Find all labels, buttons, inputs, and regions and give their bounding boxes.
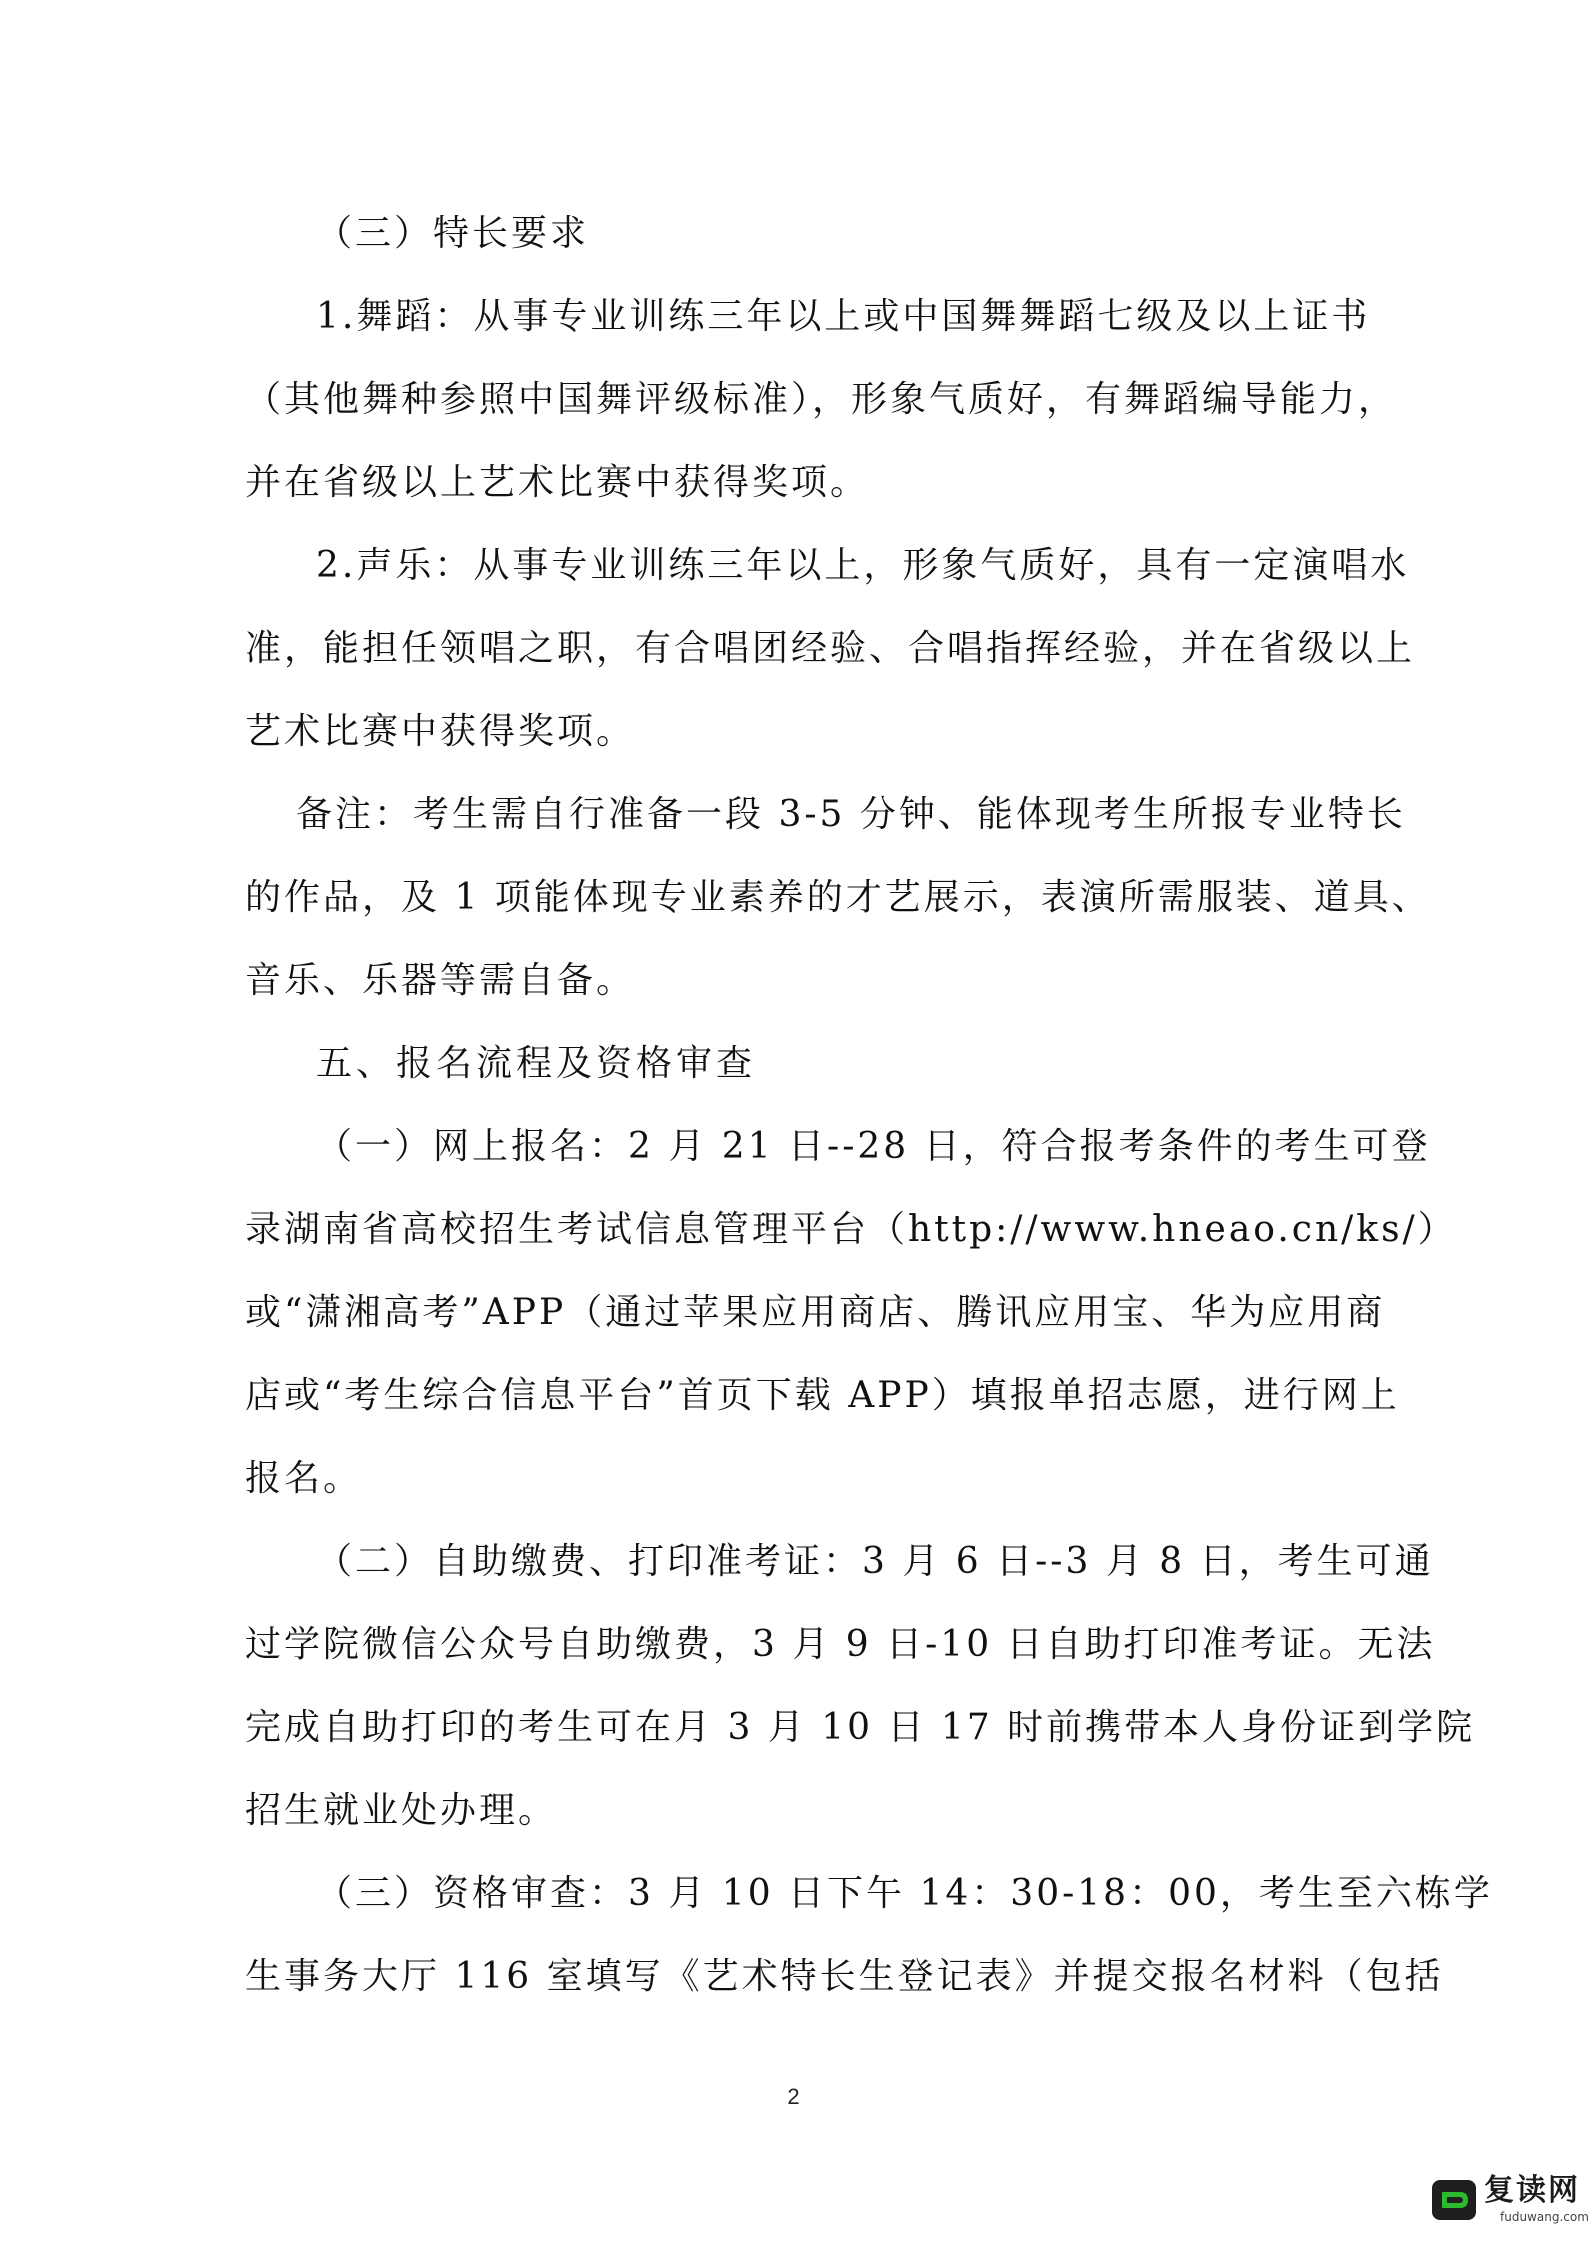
paragraph-line: 准，能担任领唱之职，有合唱团经验、合唱指挥经验，并在省级以上 xyxy=(245,628,1416,669)
paragraph-line: 生事务大厅 116 室填写《艺术特长生登记表》并提交报名材料（包括 xyxy=(245,1956,1444,1997)
paragraph-line: 过学院微信公众号自助缴费，3 月 9 日-10 日自助打印准考证。无法 xyxy=(245,1624,1436,1665)
watermark xyxy=(1430,2170,1589,2236)
paragraph-line: （二）自助缴费、打印准考证：3 月 6 日--3 月 8 日，考生可通 xyxy=(316,1541,1434,1582)
watermark-name: 复读网 xyxy=(1484,2173,1580,2208)
paragraph-line: （一）网上报名：2 月 21 日--28 日，符合报考条件的考生可登 xyxy=(316,1126,1431,1167)
paragraph-line: 报名。 xyxy=(245,1458,363,1499)
paragraph-line: 2.声乐：从事专业训练三年以上，形象气质好，具有一定演唱水 xyxy=(316,545,1410,586)
note-line: 的作品，及 1 项能体现专业素养的才艺展示，表演所需服装、道具、 xyxy=(245,877,1431,918)
note-line: 音乐、乐器等需自备。 xyxy=(245,960,636,1001)
paragraph-line: 并在省级以上艺术比赛中获得奖项。 xyxy=(245,462,870,503)
paragraph-line: （三）资格审查：3 月 10 日下午 14：30-18：00，考生至六栋学 xyxy=(316,1873,1493,1914)
paragraph-line: 完成自助打印的考生可在月 3 月 10 日 17 时前携带本人身份证到学院 xyxy=(245,1707,1476,1748)
paragraph-line: 录湖南省高校招生考试信息管理平台（http://www.hneao.cn/ks/） xyxy=(245,1209,1457,1250)
paragraph-line: 1.舞蹈：从事专业训练三年以上或中国舞舞蹈七级及以上证书 xyxy=(316,296,1371,337)
page-number: 2 xyxy=(787,2084,800,2109)
watermark-logo-icon xyxy=(1430,2176,1478,2224)
paragraph-line: 招生就业处办理。 xyxy=(245,1790,558,1831)
subheading-specialty-requirements: （三）特长要求 xyxy=(316,213,590,254)
paragraph-line: 或“潇湘高考”APP（通过苹果应用商店、腾讯应用宝、华为应用商 xyxy=(245,1292,1386,1333)
paragraph-line: 艺术比赛中获得奖项。 xyxy=(245,711,636,752)
watermark-url: fuduwang.com xyxy=(1500,2210,1589,2224)
note-line: 备注：考生需自行准备一段 3-5 分钟、能体现考生所报专业特长 xyxy=(296,794,1406,835)
paragraph-line: （其他舞种参照中国舞评级标准），形象气质好，有舞蹈编导能力， xyxy=(245,379,1398,420)
section-heading-registration: 五、报名流程及资格审查 xyxy=(316,1043,757,1084)
paragraph-line: 店或“考生综合信息平台”首页下载 APP）填报单招志愿，进行网上 xyxy=(245,1375,1400,1416)
